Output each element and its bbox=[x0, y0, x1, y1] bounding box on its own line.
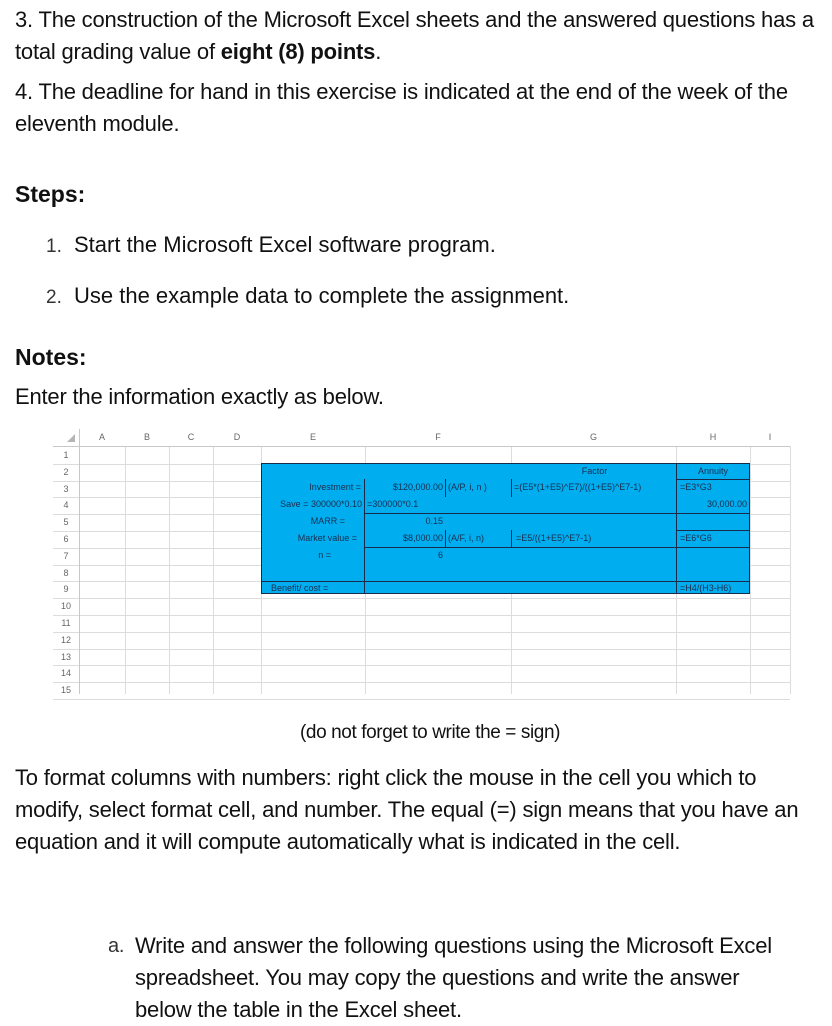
step-item-2 bbox=[46, 283, 569, 309]
cell-e5: 0.15 bbox=[425, 516, 443, 526]
column-header-c: C bbox=[187, 432, 195, 442]
item-4-deadline: 4. The deadline for hand in this exercise is indicated at the end of the week of the eleventh module. bbox=[15, 79, 788, 136]
steps-heading: Steps: bbox=[15, 181, 86, 207]
column-header-d: D bbox=[233, 432, 241, 442]
cell-d6: Market value = bbox=[297, 533, 357, 543]
format-note: To format columns with numbers: right click the mouse in the cell you which to modify, select format cell, and number. The equal (=) sign means that you have an equation and it will compute automatically what is indicated in the cell. bbox=[15, 765, 799, 854]
row-header-4: 4 bbox=[63, 500, 69, 511]
step-item-1 bbox=[46, 232, 496, 258]
cell-h6: =E6*G6 bbox=[680, 533, 712, 543]
cell-d3: Investment = bbox=[309, 482, 361, 492]
row-header-11: 11 bbox=[61, 618, 71, 628]
question-a-text: Write and answer the following questions using the Microsoft Excel spreadsheet. You may copy the questions and write the answer below the table in the Excel sheet. bbox=[135, 933, 772, 1022]
row-header-9: 9 bbox=[63, 584, 69, 595]
spreadsheet-image bbox=[53, 429, 790, 694]
notes-intro: Enter the information exactly as below. bbox=[15, 384, 384, 409]
row-header-2: 2 bbox=[63, 466, 69, 477]
row-header-3: 3 bbox=[63, 483, 69, 494]
row-header-15: 15 bbox=[60, 685, 71, 696]
item-3-text: 3. The construction of the Microsoft Excel sheets and the answered questions has a total grading value of bbox=[15, 7, 814, 64]
column-header-a: A bbox=[98, 432, 105, 442]
cell-g2: Factor bbox=[581, 466, 608, 476]
cell-h4: 30,000.00 bbox=[706, 499, 747, 509]
row-header-1: 1 bbox=[63, 450, 69, 460]
cell-h2: Annuity bbox=[697, 466, 729, 476]
equal-sign-reminder: (do not forget to write the = sign) bbox=[300, 722, 561, 743]
row-header-14: 14 bbox=[60, 668, 71, 679]
step-number: 1. bbox=[46, 236, 62, 257]
item-3-grading: 3. The construction of the Microsoft Excel sheets and the answered questions has a total grading value of eight (8) points. bbox=[15, 7, 814, 64]
cell-e6: $8,000.00 bbox=[402, 533, 443, 543]
row-header-7: 7 bbox=[63, 550, 69, 561]
step-text: Use the example data to complete the assignment. bbox=[74, 283, 570, 308]
column-header-f: F bbox=[435, 432, 441, 442]
cell-e7: 6 bbox=[437, 550, 443, 560]
notes-heading: Notes: bbox=[15, 344, 87, 370]
row-header-6: 6 bbox=[63, 534, 69, 544]
column-header-e: E bbox=[309, 432, 316, 442]
cell-d5: MARR = bbox=[310, 516, 345, 526]
cell-g6: =E5/((1+E5)^E7-1) bbox=[516, 533, 592, 543]
item-3-points: eight (8) points bbox=[220, 39, 376, 64]
question-a-label: a. bbox=[108, 935, 125, 957]
cell-e3: $120,000.00 bbox=[392, 482, 443, 492]
column-header-g: G bbox=[589, 432, 597, 442]
cell-d4: Save = 300000*0.10 bbox=[280, 499, 362, 509]
row-header-8: 8 bbox=[63, 567, 69, 578]
cell-f6: (A/F, i, n) bbox=[448, 533, 485, 543]
cell-e4: =300000*0.1 bbox=[367, 499, 419, 509]
cell-f3: (A/P, i, n ) bbox=[448, 482, 487, 492]
cell-g3: =(E5*(1+E5)^E7)/((1+E5)^E7-1) bbox=[514, 482, 642, 492]
cell-d9: Benefit/ cost = bbox=[271, 583, 329, 593]
row-header-5: 5 bbox=[63, 517, 69, 528]
column-header-i: I bbox=[768, 432, 772, 442]
cell-d7: n = bbox=[318, 550, 331, 560]
row-header-10: 10 bbox=[60, 601, 71, 612]
cell-h3: =E3*G3 bbox=[680, 482, 712, 492]
row-header-12: 12 bbox=[60, 634, 71, 645]
column-header-h: H bbox=[709, 432, 717, 442]
column-header-b: B bbox=[143, 432, 150, 442]
step-number: 2. bbox=[46, 287, 62, 308]
cell-h9: =H4/(H3-H6) bbox=[680, 583, 732, 593]
select-all-corner bbox=[67, 434, 75, 442]
row-header-13: 13 bbox=[60, 651, 71, 662]
step-text: Start the Microsoft Excel software program. bbox=[74, 232, 496, 257]
